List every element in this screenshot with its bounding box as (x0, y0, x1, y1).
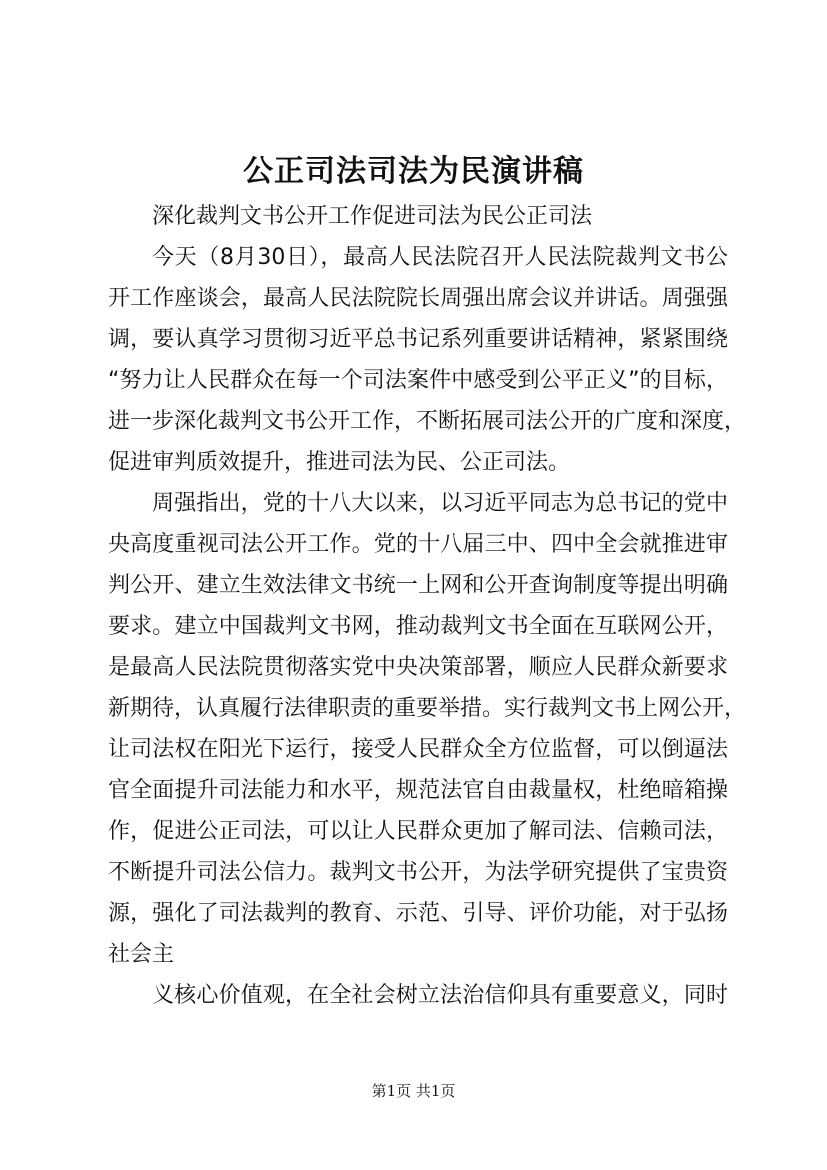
paragraph-line: 判公开、建立生效法律文书统一上网和公开查询制度等提出明确 (108, 573, 728, 598)
paragraph-line: 作，促进公正司法，可以让人民群众更加了解司法、信赖司法， (108, 819, 728, 844)
paragraph-line: “努力让人民群众在每一个司法案件中感受到公平正义”的目标， (108, 368, 728, 393)
document-body (108, 196, 747, 1016)
paragraph-line: 官全面提升司法能力和水平，规范法官自由裁量权，杜绝暗箱操 (108, 778, 728, 803)
paragraph-line: 是最高人民法院贯彻落实党中央决策部署，顺应人民群众新要求 (108, 655, 728, 680)
paragraph-line: 周强指出，党的十八大以来，以习近平同志为总书记的党中 (152, 491, 728, 516)
paragraph-line: 让司法权在阳光下运行，接受人民群众全方位监督，可以倒逼法 (108, 737, 728, 762)
page-footer: 第1页 共1页 (371, 1082, 456, 1100)
paragraph-line: 今天（8月30日），最高人民法院召开人民法院裁判文书公 (152, 245, 728, 270)
paragraph-line: 央高度重视司法公开工作。党的十八届三中、四中全会就推进审 (108, 532, 728, 557)
subtitle-line: 深化裁判文书公开工作促进司法为民公正司法 (152, 204, 593, 229)
paragraph-line: 社会主 (108, 942, 175, 967)
paragraph-line: 源，强化了司法裁判的教育、示范、引导、评价功能，对于弘扬 (108, 901, 728, 926)
paragraph-line: 进一步深化裁判文书公开工作，不断拓展司法公开的广度和深度， (108, 409, 747, 434)
document-title: 公正司法司法为民演讲稿 (243, 154, 584, 189)
paragraph-line: 义核心价值观，在全社会树立法治信仰具有重要意义，同时 (152, 983, 728, 1008)
paragraph-line: 新期待，认真履行法律职责的重要举措。实行裁判文书上网公开， (108, 696, 747, 721)
paragraph-line: 促进审判质效提升，推进司法为民、公正司法。 (108, 450, 571, 475)
paragraph-line: 不断提升司法公信力。裁判文书公开，为法学研究提供了宝贵资 (108, 860, 728, 885)
paragraph-line: 要求。建立中国裁判文书网，推动裁判文书全面在互联网公开， (108, 614, 728, 639)
paragraph-line: 调，要认真学习贯彻习近平总书记系列重要讲话精神，紧紧围绕 (108, 327, 728, 352)
paragraph-line: 开工作座谈会，最高人民法院院长周强出席会议并讲话。周强强 (108, 286, 728, 311)
